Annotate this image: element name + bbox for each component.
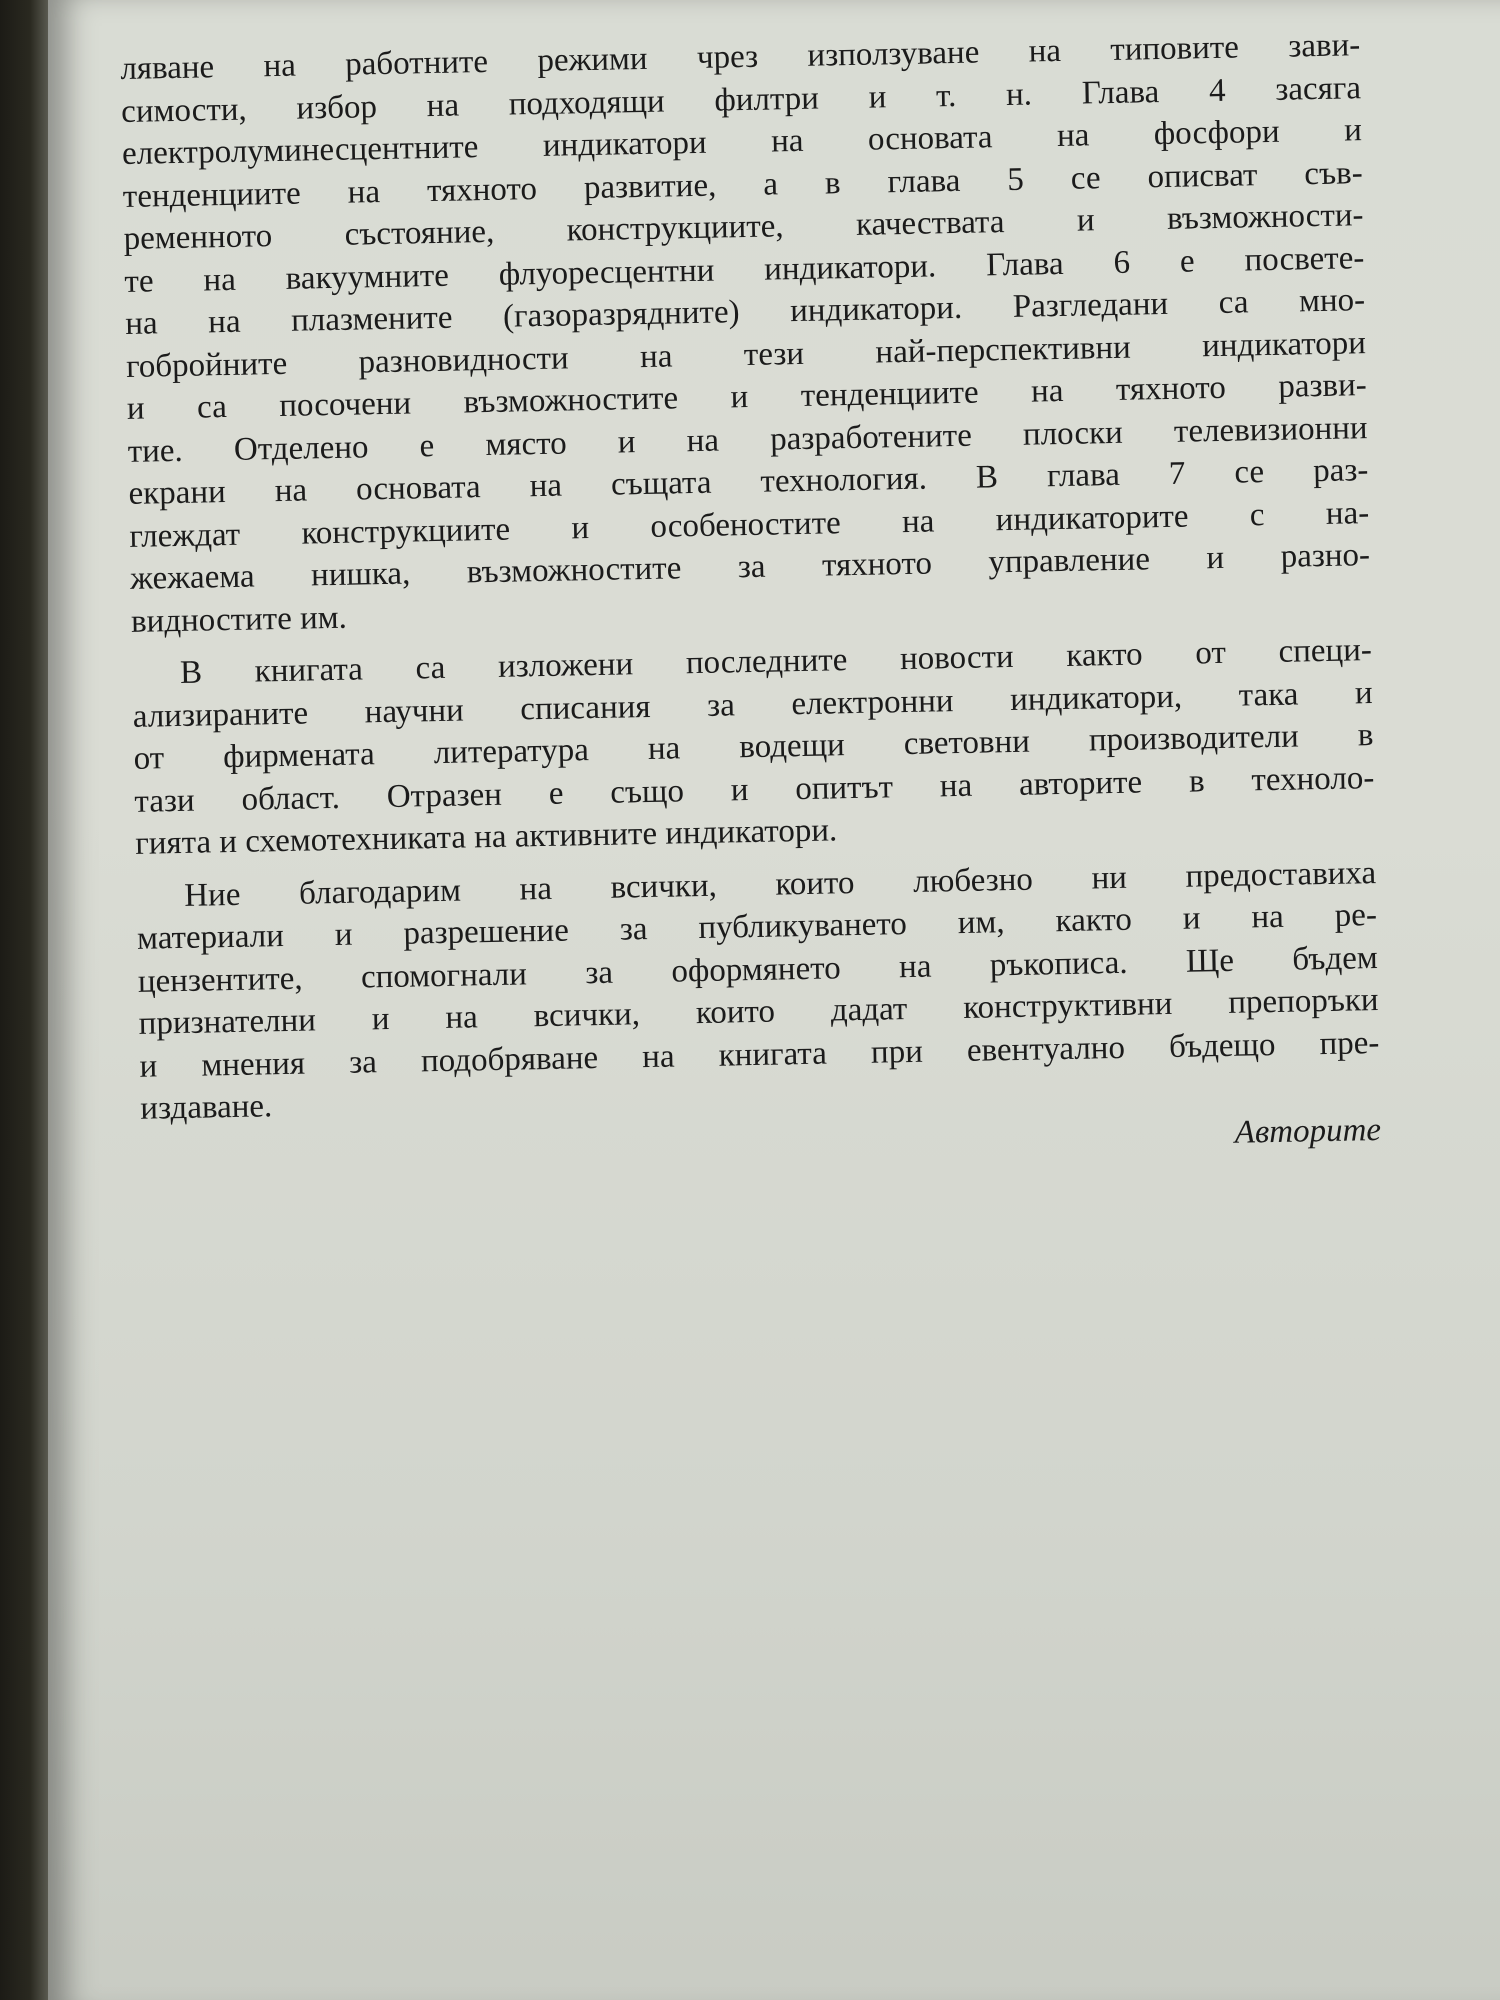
text-line: издаване. (140, 1088, 273, 1127)
text-line: В книгата са изложени последните новости както от специ- (179, 632, 1373, 691)
paragraph-3 (136, 852, 1381, 1131)
signature-authors: Авторите (1234, 1111, 1382, 1151)
page-text-block (120, 24, 1381, 1175)
text-line: симости, избор на подходящи филтри и т. н. Глава 4 засяга (120, 69, 1362, 130)
text-line: гията и схемотехниката на активните индикатори. (134, 812, 838, 862)
text-line: цензентите, спомогнали за оформянето на ръкописа. Ще бъдем (137, 939, 1379, 1000)
text-line: на на плазмените (газоразрядните) индикатори. Разгледани са мно- (124, 282, 1366, 342)
text-line: от фирмената литература на водещи световни производители в (133, 717, 1374, 777)
text-line: и мнения за подобряване на книгата при евентуално бъдещо пре- (139, 1024, 1380, 1085)
text-line: ременното състояние, конструкциите, качествата и възможности- (123, 197, 1364, 257)
text-line: тие. Отделено е място и на разработените плоски телевизионни (127, 409, 1368, 470)
text-line: материали и разрешение за публикуването им, както и на ре- (136, 897, 1378, 957)
paragraph-1 (120, 24, 1371, 643)
text-line: и са посочени възможностите и тенденциите на тяхното разви- (126, 367, 1368, 427)
text-line: жежаема нишка, възможностите за тяхното управление и разно- (129, 537, 1371, 597)
text-line: глеждат конструкциите и особеностите на индикаторите с на- (129, 494, 1370, 555)
text-line: Ние благодарим на всички, които любезно ни предоставиха (183, 854, 1377, 914)
text-line: ляване на работните режими чрез използуване на типовите зави- (120, 27, 1361, 87)
paragraph-2 (132, 629, 1376, 865)
text-line: те на вакуумните флуоресцентни индикатори. Глава 6 е посвете- (124, 239, 1365, 300)
text-line: екрани на основата на същата технология. В глава 7 се раз- (128, 452, 1369, 512)
text-line: гобройните разновидности на тези най-перспективни индикатори (125, 324, 1367, 385)
text-line: електролуминесцентните индикатори на основата на фосфори и (121, 112, 1363, 172)
text-line: признателни и на всички, които дадат конструктивни препоръки (138, 982, 1379, 1042)
text-line: тази област. Отразен е също и опитът на авторите в техноло- (134, 759, 1375, 820)
text-line: видностите им. (130, 599, 348, 640)
text-line: ализираните научни списания за електронни индикатори, така и (132, 674, 1373, 735)
text-line: тенденциите на тяхното развитие, а в глава 5 се описват съв- (122, 154, 1363, 215)
